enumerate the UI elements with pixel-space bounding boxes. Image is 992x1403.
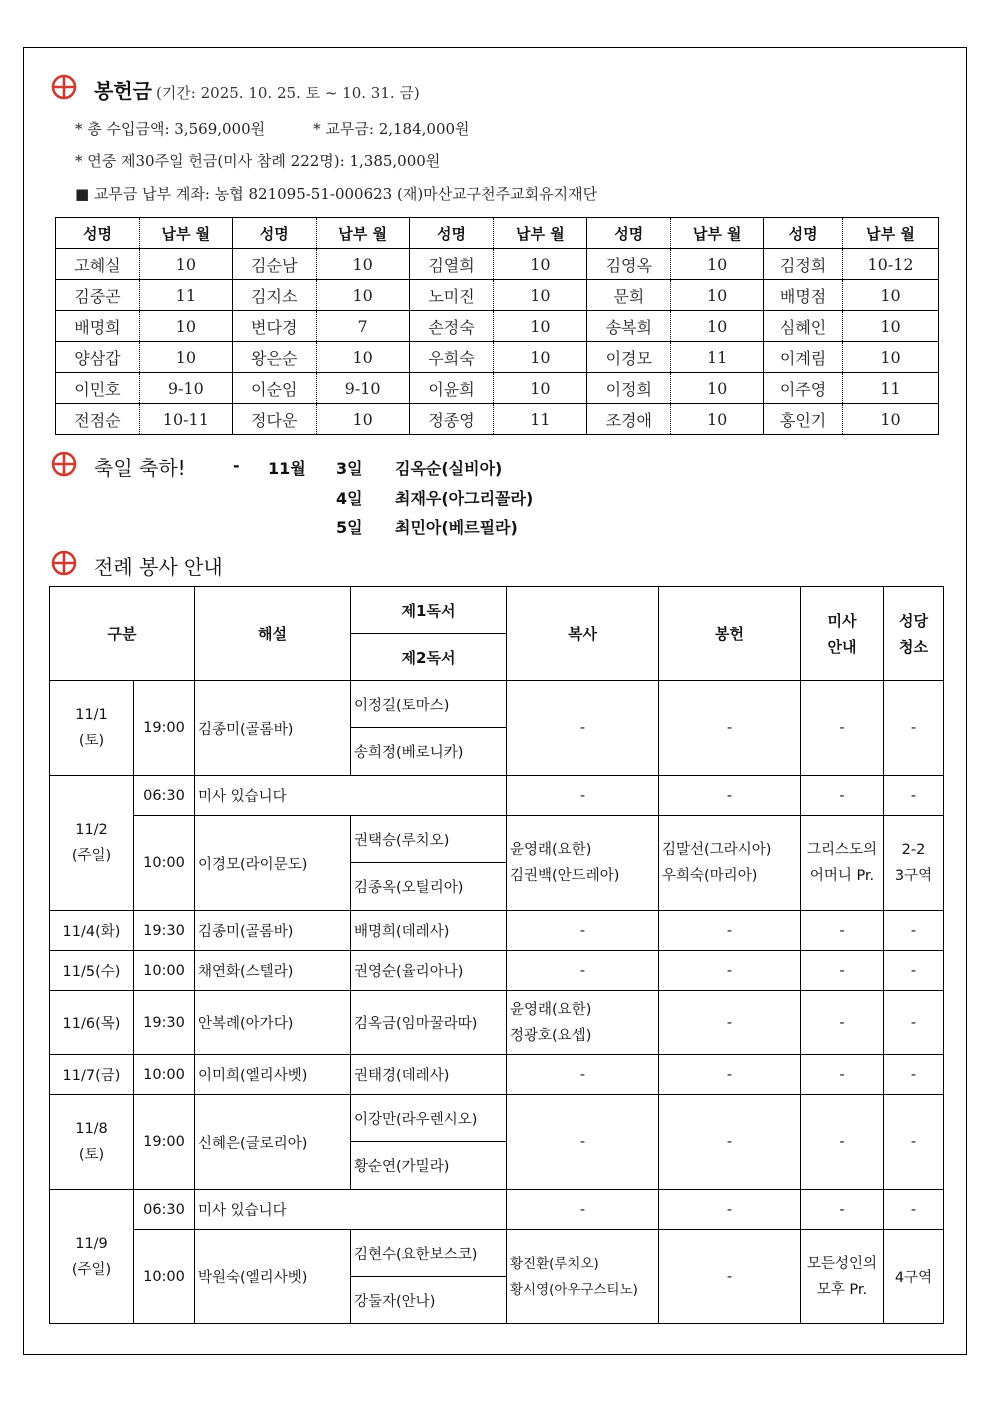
celebration-day: 3일: [336, 459, 363, 478]
server-name: 김권백(안드레아): [510, 868, 620, 884]
cleaning-cell: [883, 815, 944, 911]
cross-circle-icon: [51, 74, 77, 100]
payment-month: 11: [671, 342, 764, 373]
weekday: (토): [78, 733, 105, 749]
reader2-cell: 송희정(베로니카): [350, 727, 507, 776]
payment-month: 10: [843, 280, 939, 311]
cleaning-cell: -: [883, 990, 944, 1055]
commentator-cell: 안복례(아가다): [194, 990, 351, 1055]
header-name: 성명: [56, 218, 140, 249]
cleaning-zone: 2-2: [901, 842, 926, 858]
payer-name: 양삼갑: [56, 342, 140, 373]
payer-name: 송복희: [587, 311, 671, 342]
payment-month: 10: [494, 280, 587, 311]
reader-cell: 김옥금(임마꿀라따): [350, 990, 507, 1055]
header-mass-guide-line2: 안내: [827, 637, 857, 656]
payer-name: 김중곤: [56, 280, 140, 311]
date-cell: 11/6(목): [49, 990, 134, 1055]
server-name: 황진환(루치오): [510, 1255, 599, 1272]
payer-name: 이윤희: [409, 373, 494, 404]
date: 11/2: [75, 822, 108, 838]
payment-month: 9-10: [139, 373, 232, 404]
header-reader2: 제2독서: [350, 633, 507, 681]
celebration-month: 11월: [268, 459, 306, 478]
celebration-name: 최재우(아그리꼴라): [395, 489, 534, 508]
diocese-fee: * 교무금: 2,184,000원: [313, 120, 470, 138]
table-row: [56, 311, 939, 342]
server-cell: [506, 815, 659, 911]
header-reader1: 제1독서: [350, 586, 507, 634]
payer-name: 이정희: [587, 373, 671, 404]
payer-name: 김순남: [232, 249, 316, 280]
reader1-cell: 이강만(라우렌시오): [350, 1094, 507, 1142]
guide-cell: -: [800, 1189, 884, 1230]
reader-cell: 권영순(율리아나): [350, 950, 507, 991]
payer-name: 문희: [587, 280, 671, 311]
payer-name: 심혜인: [764, 311, 843, 342]
offertory-name: 김말선(그라시아): [662, 842, 772, 858]
payer-name: 정다운: [232, 404, 316, 435]
date: 11/1: [75, 707, 108, 723]
cross-circle-icon: [51, 550, 77, 576]
payment-month: 10: [139, 342, 232, 373]
header-month: 납부 월: [316, 218, 409, 249]
guide-cell: -: [800, 775, 884, 816]
server-cell: -: [506, 775, 659, 816]
celebration-title: 축일 축하!: [94, 456, 186, 480]
time-cell: 19:00: [133, 680, 195, 776]
date: 11/9: [75, 1235, 108, 1252]
payer-name: 고혜실: [56, 249, 140, 280]
header-category: 구분: [49, 586, 195, 681]
payer-name: 홍인기: [764, 404, 843, 435]
date-cell: [49, 680, 134, 776]
server-cell: [506, 1229, 659, 1324]
offering-summary-line: [75, 118, 470, 139]
payer-name: 왕은순: [232, 342, 316, 373]
table-header-row: [56, 218, 939, 249]
offertory-name: 우희숙(마리아): [662, 868, 758, 884]
header-month: 납부 월: [671, 218, 764, 249]
table-row: [56, 280, 939, 311]
payer-name: 배명희: [56, 311, 140, 342]
offertory-cell: -: [658, 1094, 801, 1190]
guide-cell: -: [800, 990, 884, 1055]
payment-month: 10: [671, 311, 764, 342]
cleaning-cell: -: [883, 910, 944, 951]
time-cell: 10:00: [133, 1054, 195, 1095]
header-mass-guide-line1: 미사: [827, 611, 857, 630]
server-cell: -: [506, 1189, 659, 1230]
payer-name: 손정숙: [409, 311, 494, 342]
header-mass-guide: [800, 586, 884, 681]
server-name: 윤영래(요한): [510, 1001, 592, 1018]
header-month: 납부 월: [843, 218, 939, 249]
guide-group: 그리스도의: [806, 842, 878, 858]
commentator-cell: 이경모(라이문도): [194, 815, 351, 911]
account-info: ■ 교무금 납부 계좌: 농협 821095-51-000623 (재)마산교구천주교회유지재단: [75, 185, 598, 203]
cleaning-zone: 3구역: [894, 868, 933, 884]
server-cell: -: [506, 1054, 659, 1095]
payment-month: 9-10: [316, 373, 409, 404]
guide-cell: -: [800, 910, 884, 951]
reader1-cell: 이정길(토마스): [350, 680, 507, 728]
table-row: [56, 404, 939, 435]
payer-name: 이경모: [587, 342, 671, 373]
header-cleaning-line1: 성당: [899, 611, 928, 630]
payment-month: 10: [843, 311, 939, 342]
payer-name: 김지소: [232, 280, 316, 311]
payer-name: 배명점: [764, 280, 843, 311]
payment-month: 11: [494, 404, 587, 435]
offering-title: 봉헌금: [94, 79, 152, 103]
payer-name: 전점순: [56, 404, 140, 435]
commentator-cell: 채연화(스텔라): [194, 950, 351, 991]
header-name: 성명: [409, 218, 494, 249]
cross-circle-icon: [51, 451, 77, 477]
payment-month: 10: [316, 249, 409, 280]
header-name: 성명: [587, 218, 671, 249]
commentator-cell: 김종미(골롬바): [194, 680, 351, 776]
payment-month: 10: [316, 404, 409, 435]
payer-name: 이계림: [764, 342, 843, 373]
total-income: * 총 수입금액: 3,569,000원: [75, 120, 266, 138]
offertory-cell: -: [658, 950, 801, 991]
payment-month: 7: [316, 311, 409, 342]
payer-name: 조경애: [587, 404, 671, 435]
server-name: 정광호(요셉): [510, 1027, 592, 1044]
payment-month: 10: [139, 311, 232, 342]
celebration-name: 최민아(베르필라): [395, 518, 518, 537]
reader-cell: 권태경(데레사): [350, 1054, 507, 1095]
reader-cell: 배명희(데레사): [350, 910, 507, 951]
guide-group: 모든성인의: [806, 1255, 878, 1272]
guide-cell: -: [800, 1094, 884, 1190]
service-schedule-table: [49, 586, 944, 1324]
time-cell: 10:00: [133, 1229, 195, 1324]
guide-cell: -: [800, 680, 884, 776]
header-commentator: 해설: [194, 586, 351, 681]
date-cell: [49, 1094, 134, 1190]
mass-note-cell: 미사 있습니다: [194, 775, 507, 816]
reader1-cell: 권택승(루치오): [350, 815, 507, 863]
header-cleaning-line2: 청소: [899, 637, 928, 656]
payer-name: 이순임: [232, 373, 316, 404]
offertory-cell: -: [658, 680, 801, 776]
guide-cell: [800, 815, 884, 911]
reader2-cell: 강둘자(안나): [350, 1276, 507, 1324]
commentator-cell: 박원숙(엘리사벳): [194, 1229, 351, 1324]
offering-heading: [94, 75, 420, 104]
celebration-name: 김옥순(실비아): [395, 459, 503, 478]
table-row: [56, 342, 939, 373]
payment-month: 11: [139, 280, 232, 311]
offertory-cell: [658, 815, 801, 911]
weekday: (토): [78, 1147, 105, 1163]
guide-cell: -: [800, 950, 884, 991]
commentator-cell: 신혜은(글로리아): [194, 1094, 351, 1190]
cleaning-cell: -: [883, 680, 944, 776]
mass-note-cell: 미사 있습니다: [194, 1189, 507, 1230]
reader2-cell: 황순연(가밀라): [350, 1141, 507, 1190]
time-cell: 06:30: [133, 775, 195, 816]
reader1-cell: 김현수(요한보스코): [350, 1229, 507, 1277]
header-offertory: 봉헌: [658, 586, 801, 681]
payment-month: 10: [843, 342, 939, 373]
payer-name: 김열희: [409, 249, 494, 280]
payment-month: 10: [671, 249, 764, 280]
payer-name: 노미진: [409, 280, 494, 311]
table-row: [56, 249, 939, 280]
payment-month: 10: [139, 249, 232, 280]
cleaning-cell: -: [883, 775, 944, 816]
time-cell: 19:30: [133, 910, 195, 951]
header-month: 납부 월: [139, 218, 232, 249]
payment-month: 10: [494, 249, 587, 280]
server-cell: [506, 990, 659, 1055]
guide-group: 어머니 Pr.: [809, 868, 875, 884]
date-cell: [49, 1189, 134, 1324]
offertory-cell: -: [658, 1054, 801, 1095]
server-cell: -: [506, 680, 659, 776]
time-cell: 10:00: [133, 815, 195, 911]
server-cell: -: [506, 910, 659, 951]
payment-month: 11: [843, 373, 939, 404]
payment-month: 10-12: [843, 249, 939, 280]
celebration-dash: -: [233, 456, 240, 475]
celebration-day: 4일: [336, 489, 363, 508]
payer-name: 이주영: [764, 373, 843, 404]
sunday-offering: * 연중 제30주일 헌금(미사 참례 222명): 1,385,000원: [75, 152, 441, 170]
date-cell: 11/7(금): [49, 1054, 134, 1095]
date: 11/8: [75, 1121, 108, 1137]
server-name: 윤영래(요한): [510, 842, 592, 858]
offering-period: (기간: 2025. 10. 25. 토 ~ 10. 31. 금): [155, 84, 420, 102]
header-name: 성명: [232, 218, 316, 249]
offertory-cell: -: [658, 1189, 801, 1230]
payment-month: 10-11: [139, 404, 232, 435]
header-month: 납부 월: [494, 218, 587, 249]
table-row: [56, 373, 939, 404]
commentator-cell: 김종미(골롬바): [194, 910, 351, 951]
offertory-cell: -: [658, 775, 801, 816]
server-name: 황시영(아우구스티노): [510, 1281, 638, 1298]
time-cell: 06:30: [133, 1189, 195, 1230]
guide-group: 모후 Pr.: [816, 1281, 868, 1298]
cleaning-cell: -: [883, 1054, 944, 1095]
payment-month: 10: [671, 404, 764, 435]
payer-name: 이민호: [56, 373, 140, 404]
header-name: 성명: [764, 218, 843, 249]
time-cell: 19:00: [133, 1094, 195, 1190]
cleaning-cell: 4구역: [883, 1229, 944, 1324]
payment-month: 10: [671, 280, 764, 311]
cleaning-cell: -: [883, 1094, 944, 1190]
weekday: (주일): [71, 848, 112, 864]
date-cell: 11/4(화): [49, 910, 134, 951]
payer-name: 우희숙: [409, 342, 494, 373]
reader2-cell: 김종옥(오틸리아): [350, 862, 507, 911]
payment-month: 10: [671, 373, 764, 404]
date-cell: [49, 775, 134, 911]
server-cell: -: [506, 1094, 659, 1190]
cleaning-cell: -: [883, 950, 944, 991]
date-cell: 11/5(수): [49, 950, 134, 991]
payment-month: 10: [494, 373, 587, 404]
payment-month: 10: [316, 280, 409, 311]
payment-month: 10: [494, 311, 587, 342]
celebration-day: 5일: [336, 518, 363, 537]
guide-cell: -: [800, 1054, 884, 1095]
payer-name: 김정희: [764, 249, 843, 280]
time-cell: 19:30: [133, 990, 195, 1055]
server-cell: -: [506, 950, 659, 991]
guide-cell: [800, 1229, 884, 1324]
payment-month: 10: [843, 404, 939, 435]
payer-name: 김영옥: [587, 249, 671, 280]
cleaning-cell: -: [883, 1189, 944, 1230]
offertory-cell: -: [658, 910, 801, 951]
offertory-cell: -: [658, 990, 801, 1055]
weekday: (주일): [71, 1261, 112, 1278]
header-server: 복사: [506, 586, 659, 681]
payer-name: 변다경: [232, 311, 316, 342]
payment-month: 10: [494, 342, 587, 373]
service-title: 전례 봉사 안내: [94, 555, 223, 579]
offertory-cell: -: [658, 1229, 801, 1324]
offering-payment-table: [55, 217, 939, 435]
payment-month: 10: [316, 342, 409, 373]
payer-name: 정종영: [409, 404, 494, 435]
header-cleaning: [883, 586, 944, 681]
time-cell: 10:00: [133, 950, 195, 991]
commentator-cell: 이미희(엘리사벳): [194, 1054, 351, 1095]
